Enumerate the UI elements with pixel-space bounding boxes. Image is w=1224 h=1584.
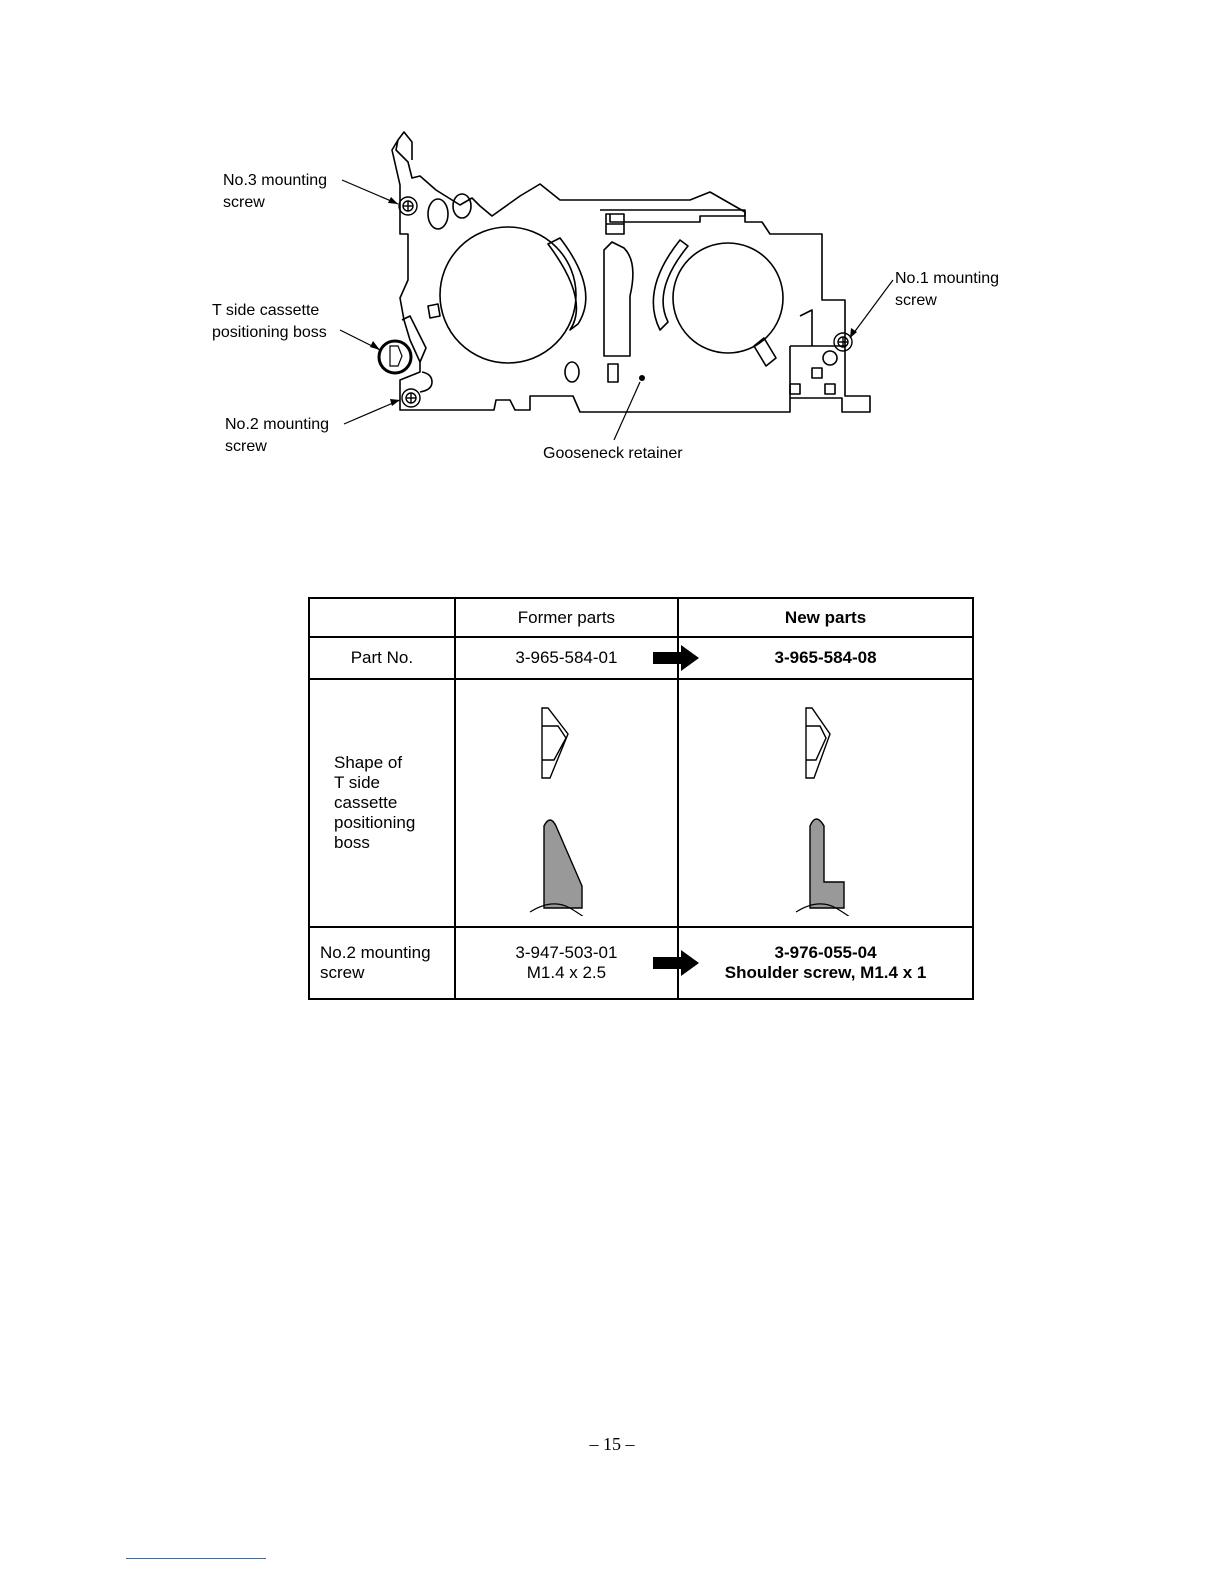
new-part-no: 3-965-584-08: [678, 637, 973, 679]
mechanism-diagram: [0, 0, 1224, 520]
table-row-shape: [309, 679, 973, 927]
no3-screw-icon: [399, 197, 417, 215]
header-former-parts: Former parts: [455, 598, 678, 637]
right-arrow-icon: [653, 950, 699, 976]
table-header-row: [309, 598, 973, 637]
new-boss-shape-icon: [766, 686, 886, 916]
new-shape-cell: [678, 679, 973, 927]
no3-screw-label: No.3 mounting screw: [223, 172, 328, 211]
page-number: – 15 –: [589, 1434, 635, 1454]
right-arrow-icon: [653, 645, 699, 671]
parts-comparison-table: [308, 597, 974, 1000]
no1-screw-icon: [834, 333, 852, 351]
no2-screw-label: No.2 mounting screw: [225, 416, 330, 455]
gooseneck-dot: [639, 375, 645, 381]
no1-screw-label: No.1 mounting screw: [895, 270, 1000, 309]
right-reel-circle: [673, 243, 783, 353]
header-blank-cell: [309, 598, 455, 637]
header-new-parts: New parts: [678, 598, 973, 637]
table-row-screw: [309, 927, 973, 999]
former-screw-cell: 3-947-503-01 M1.4 x 2.5: [455, 927, 678, 999]
former-part-no-cell: [455, 637, 678, 679]
no2-screw-icon: [402, 389, 420, 407]
gooseneck-retainer-label: Gooseneck retainer: [543, 445, 683, 462]
new-screw-cell: 3-976-055-04 Shoulder screw, M1.4 x 1: [678, 927, 973, 999]
row-label-shape: Shape of T side cassette positioning boss: [309, 679, 455, 927]
footer-rule: [126, 1558, 266, 1559]
former-boss-shape-icon: [506, 686, 626, 916]
tside-boss-label: T side cassette positioning boss: [212, 302, 327, 341]
row-label-screw: No.2 mounting screw: [309, 927, 455, 999]
table-row-part-no: [309, 637, 973, 679]
left-reel-circle: [440, 227, 576, 363]
former-part-no: 3-965-584-01: [515, 648, 618, 667]
chassis-outline: [392, 140, 870, 412]
former-shape-cell: [455, 679, 678, 927]
row-label-part-no: Part No.: [309, 637, 455, 679]
